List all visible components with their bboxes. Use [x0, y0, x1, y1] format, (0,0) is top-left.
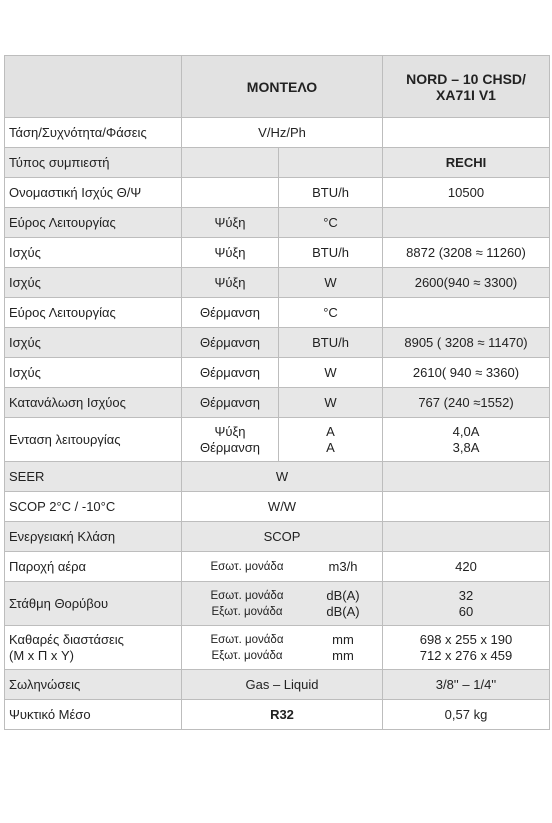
row-mode-line2: Εξωτ. μονάδα — [211, 605, 283, 618]
table-row — [5, 700, 550, 730]
row-label: Εύρος Λειτουργίας — [5, 298, 182, 328]
row-value: 2610( 940 ≈ 3360) — [383, 358, 550, 388]
row-value-line2: 60 — [458, 603, 474, 619]
row-unit: W — [279, 268, 383, 298]
row-unit-line2: mm — [332, 647, 354, 663]
table-row — [5, 388, 550, 418]
row-empty-cell — [182, 148, 279, 178]
model-name-line2: XA71I V1 — [436, 86, 496, 103]
row-unit: W — [279, 388, 383, 418]
table-row — [5, 552, 550, 582]
row-label: SCOP 2°C / -10°C — [5, 492, 182, 522]
table-row — [5, 670, 550, 700]
row-label: Ενταση λειτουργίας — [5, 418, 182, 462]
row-value — [383, 626, 550, 670]
row-empty-cell — [182, 178, 279, 208]
table-row — [5, 358, 550, 388]
row-label: Ψυκτικό Μέσο — [5, 700, 182, 730]
row-unit: W — [182, 462, 383, 492]
row-unit: SCOP — [182, 522, 383, 552]
row-value: 420 — [383, 552, 550, 582]
row-unit — [279, 418, 383, 462]
row-mode: Εσωτ. μονάδα — [210, 560, 284, 573]
row-unit-line1: A — [326, 423, 335, 439]
row-mode: Θέρμανση — [182, 358, 279, 388]
row-label: Στάθμη Θορύβου — [5, 582, 182, 626]
row-unit-line1: dB(A) — [326, 587, 360, 603]
row-value — [383, 418, 550, 462]
table-row — [5, 522, 550, 552]
row-value: 0,57 kg — [383, 700, 550, 730]
row-unit: W — [279, 358, 383, 388]
row-unit: W/W — [182, 492, 383, 522]
row-value — [383, 298, 550, 328]
table-row — [5, 118, 550, 148]
table-row — [5, 492, 550, 522]
specification-table — [4, 55, 550, 730]
row-value — [383, 492, 550, 522]
row-label: Ισχύς — [5, 328, 182, 358]
row-label-line1: Καθαρές διαστάσεις — [9, 631, 124, 647]
row-value-line2: 712 x 276 x 459 — [419, 647, 513, 663]
table-row — [5, 208, 550, 238]
row-label: Κατανάλωση Ισχύος — [5, 388, 182, 418]
row-mode-unit — [182, 552, 383, 582]
row-label: Τύπος συμπιεστή — [5, 148, 182, 178]
row-value: 10500 — [383, 178, 550, 208]
row-value: 8872 (3208 ≈ 11260) — [383, 238, 550, 268]
row-label: Ενεργειακή Κλάση — [5, 522, 182, 552]
row-label-line2: (Μ x Π x Υ) — [9, 647, 74, 663]
row-label: Εύρος Λειτουργίας — [5, 208, 182, 238]
row-value — [383, 118, 550, 148]
model-label: ΜΟΝΤΕΛΟ — [182, 56, 383, 118]
table-header-row — [5, 56, 550, 118]
row-mode-line2: Θέρμανση — [199, 439, 261, 455]
row-mode: Θέρμανση — [182, 328, 279, 358]
row-unit: m3/h — [328, 558, 358, 574]
row-label: Ονομαστική Ισχύς Θ/Ψ — [5, 178, 182, 208]
row-label: Ισχύς — [5, 358, 182, 388]
row-value: RECHI — [383, 148, 550, 178]
row-label: Ισχύς — [5, 238, 182, 268]
row-unit: BTU/h — [279, 178, 383, 208]
row-mode-line2: Εξωτ. μονάδα — [211, 649, 283, 662]
table-row — [5, 626, 550, 670]
row-value: 3/8'' – 1/4'' — [383, 670, 550, 700]
row-label: Τάση/Συχνότητα/Φάσεις — [5, 118, 182, 148]
row-mode — [182, 418, 279, 462]
row-unit-line2: A — [326, 439, 335, 455]
row-unit: °C — [279, 298, 383, 328]
row-mode: Θέρμανση — [182, 298, 279, 328]
row-label: Παροχή αέρα — [5, 552, 182, 582]
row-value: 8905 ( 3208 ≈ 11470) — [383, 328, 550, 358]
row-value-line2: 3,8A — [452, 439, 480, 455]
row-empty-cell — [279, 148, 383, 178]
table-row — [5, 418, 550, 462]
model-name — [383, 56, 550, 118]
row-value — [383, 462, 550, 492]
row-unit: V/Hz/Ph — [182, 118, 383, 148]
header-empty-cell — [5, 56, 182, 118]
row-mode: Ψύξη — [182, 208, 279, 238]
row-label: Σωληνώσεις — [5, 670, 182, 700]
row-unit-line1: mm — [332, 631, 354, 647]
row-unit: BTU/h — [279, 328, 383, 358]
model-name-line1: NORD – 10 CHSD/ — [406, 70, 526, 87]
row-mode-line1: Εσωτ. μονάδα — [210, 633, 284, 646]
table-row — [5, 582, 550, 626]
table-row — [5, 328, 550, 358]
row-label: Ισχύς — [5, 268, 182, 298]
row-mode-unit — [182, 582, 383, 626]
row-mode-line1: Ψύξη — [214, 423, 246, 439]
row-mode-unit — [182, 626, 383, 670]
row-mode: Θέρμανση — [182, 388, 279, 418]
row-mode: Ψύξη — [182, 268, 279, 298]
row-mode-line1: Εσωτ. μονάδα — [210, 589, 284, 602]
row-value — [383, 582, 550, 626]
row-label — [5, 626, 182, 670]
row-value-line1: 698 x 255 x 190 — [419, 631, 513, 647]
row-refrigerant: R32 — [182, 700, 383, 730]
table-row — [5, 462, 550, 492]
row-label: SEER — [5, 462, 182, 492]
row-value-line1: 32 — [458, 587, 474, 603]
row-value — [383, 522, 550, 552]
row-unit: °C — [279, 208, 383, 238]
table-row — [5, 268, 550, 298]
row-unit: BTU/h — [279, 238, 383, 268]
row-value: 2600(940 ≈ 3300) — [383, 268, 550, 298]
row-value — [383, 208, 550, 238]
row-value: 767 (240 ≈1552) — [383, 388, 550, 418]
table-row — [5, 148, 550, 178]
row-unit-line2: dB(A) — [326, 603, 360, 619]
table-row — [5, 178, 550, 208]
row-unit: Gas – Liquid — [182, 670, 383, 700]
row-mode: Ψύξη — [182, 238, 279, 268]
table-row — [5, 238, 550, 268]
row-value-line1: 4,0A — [452, 423, 480, 439]
table-row — [5, 298, 550, 328]
